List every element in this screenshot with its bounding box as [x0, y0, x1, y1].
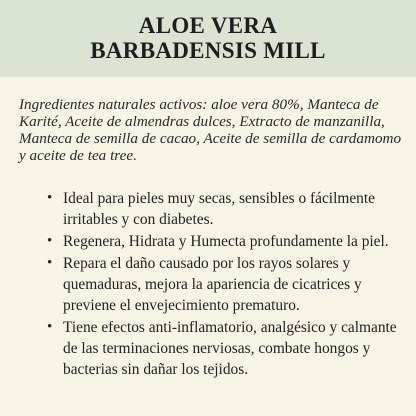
benefit-text: Tiene efectos anti-inflamatorio, analgésico y calmante de las terminaciones nerviosas, combate hongos y bacterias sin dañar los tejidos.: [63, 319, 397, 378]
benefit-item-regenerate: [0, 231, 408, 252]
bullet-icon: •: [47, 319, 53, 335]
benefits-list: [0, 188, 408, 380]
benefit-item-repair: [0, 253, 408, 316]
bullet-icon: •: [47, 233, 53, 249]
benefit-text: Ideal para pieles muy secas, sensibles o fácilmente irritables y con diabetes.: [63, 190, 375, 228]
benefit-item-anti-inflammatory: [0, 317, 408, 380]
benefit-text: Repara el daño causado por los rayos solares y quemaduras, mejora la apariencia de cicatrices y previene el envejecimiento prematuro.: [63, 255, 362, 314]
ingredients-text: Ingredientes naturales activos: aloe vera 80%, Manteca de Karité, Aceite de almendras dulces, Extracto de manzanilla, Manteca de semilla de cacao, Aceite de semilla de cardamomo y aceite de tea tree.: [19, 96, 402, 164]
product-title-line2: BARBADENSIS MILL: [90, 38, 326, 63]
benefit-item-ideal-skin: [0, 188, 408, 230]
product-title-line1: ALOE VERA: [138, 13, 278, 38]
title-banner: [0, 0, 416, 77]
bullet-icon: •: [47, 255, 53, 271]
benefit-text: Regenera, Hidrata y Humecta profundamente la piel.: [63, 233, 389, 250]
bullet-icon: •: [47, 190, 53, 206]
